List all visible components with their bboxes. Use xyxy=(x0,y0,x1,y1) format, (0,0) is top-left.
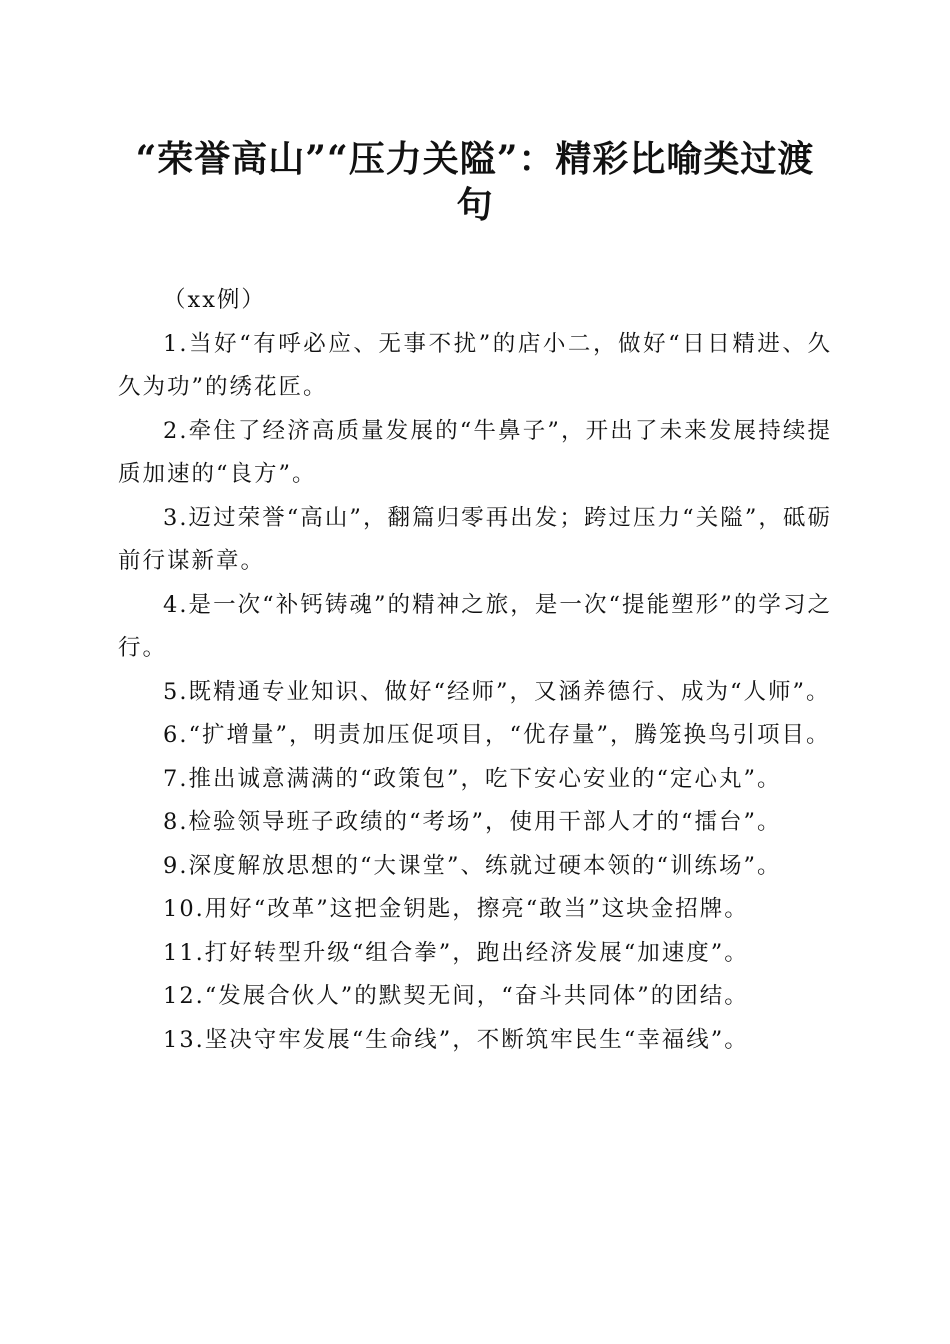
document-title: “荣誉高山”“压力关隘”：精彩比喻类过渡句 xyxy=(135,138,815,226)
list-item: 12.“发展合伙人”的默契无间，“奋斗共同体”的团结。 xyxy=(163,983,749,1009)
list-item: 5.既精通专业知识、做好“经师”，又涵养德行、成为“人师”。 xyxy=(163,678,831,705)
list-item: 13.坚决守牢发展“生命线”，不断筑牢民生“幸福线”。 xyxy=(163,1026,749,1053)
list-item: 9.深度解放思想的“大课堂”、练就过硬本领的“训练场”。 xyxy=(163,852,782,879)
list-item: 4.是一次“补钙铸魂”的精神之旅，是一次“提能塑形”的学习之行。 xyxy=(118,591,832,661)
list-item: 6.“扩增量”，明责加压促项目，“优存量”，腾笼换鸟引项目。 xyxy=(163,722,831,748)
list-item: 8.检验领导班子政绩的“考场”，使用干部人才的“擂台”。 xyxy=(163,809,782,835)
list-item: 1.当好“有呼必应、无事不扰”的店小二，做好“日日精进、久久为功”的绣花匠。 xyxy=(118,330,832,400)
list-item: 10.用好“改革”这把金钥匙，擦亮“敢当”这块金招牌。 xyxy=(163,896,749,922)
document-body xyxy=(118,279,832,1062)
list-item: 7.推出诚意满满的“政策包”，吃下安心安业的“定心丸”。 xyxy=(163,765,782,792)
count-note: （xx例） xyxy=(163,287,266,313)
list-item: 3.迈过荣誉“高山”，翻篇归零再出发；跨过压力“关隘”，砥砺前行谋新章。 xyxy=(118,504,832,574)
list-item: 2.牵住了经济高质量发展的“牛鼻子”，开出了未来发展持续提质加速的“良方”。 xyxy=(118,417,832,487)
list-item: 11.打好转型升级“组合拳”，跑出经济发展“加速度”。 xyxy=(163,939,749,966)
